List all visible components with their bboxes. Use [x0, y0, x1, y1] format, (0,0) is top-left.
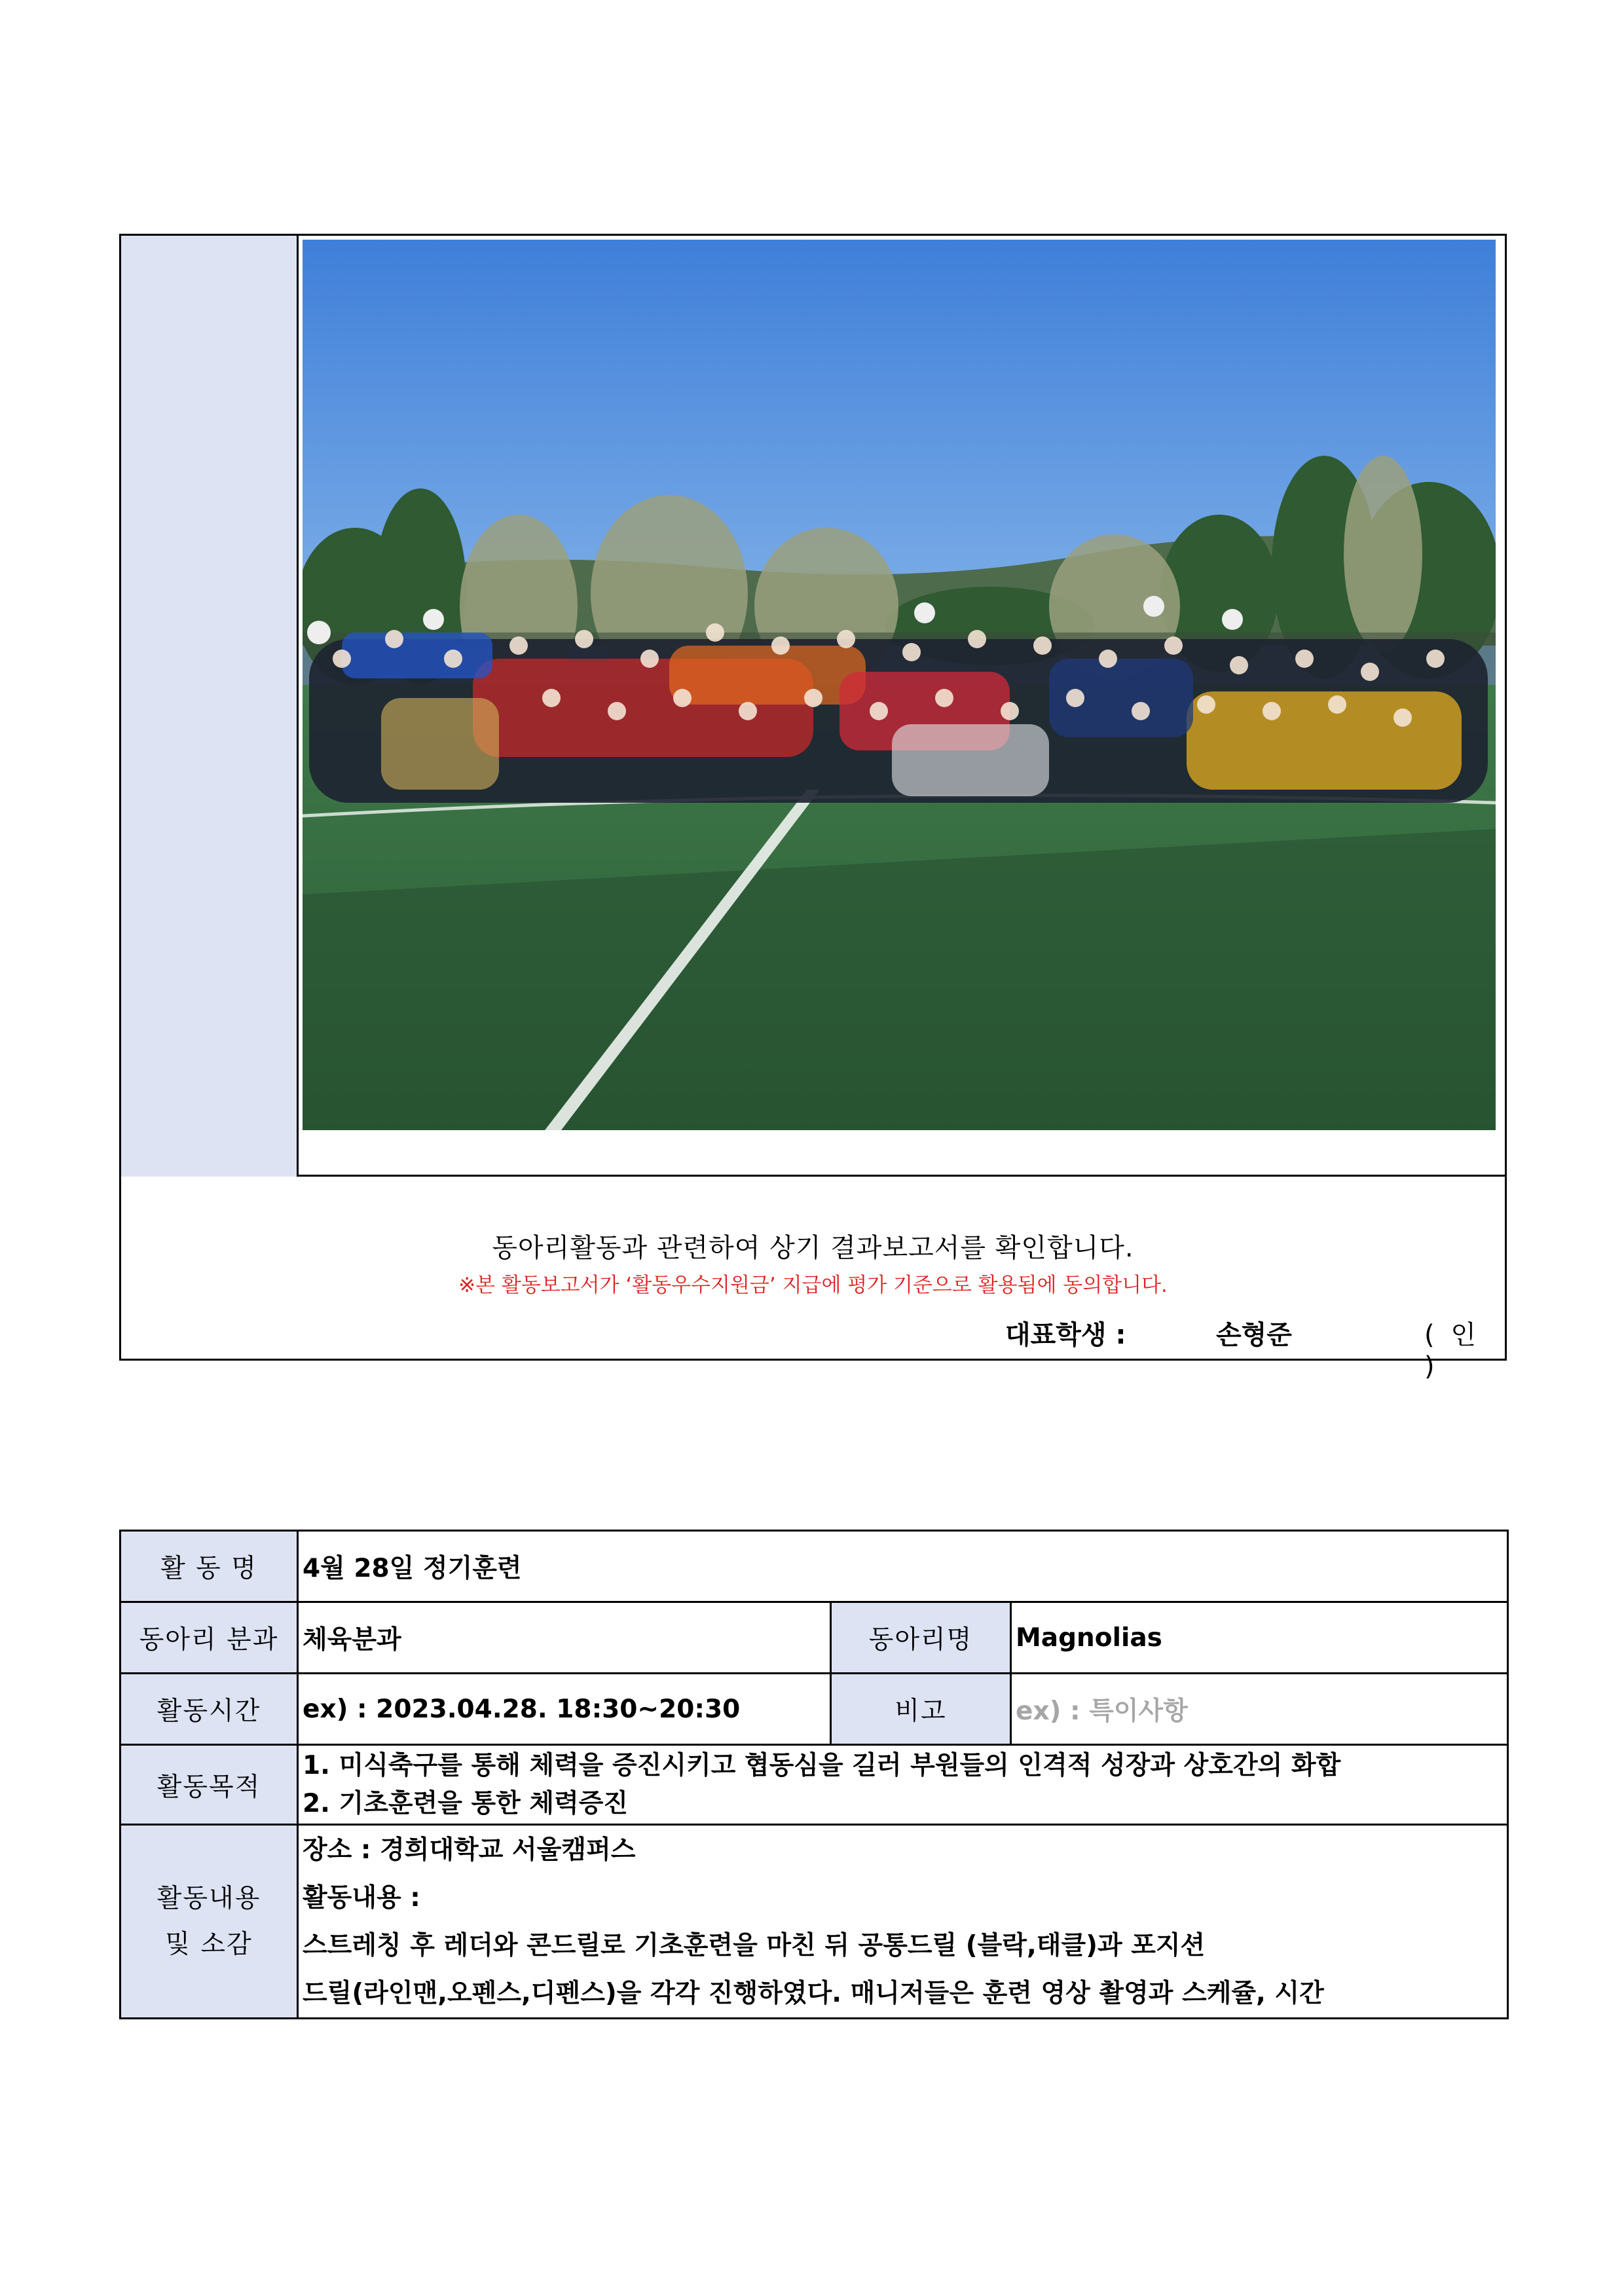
- club-name-label: 동아리명: [831, 1602, 1011, 1674]
- consent-notice: ※본 활동보고서가 ‘활동우수지원금’ 지급에 평가 기준으로 활용됨에 동의합니다.: [458, 1274, 1168, 1297]
- content-label: [120, 1825, 298, 2019]
- content-label-line-2: 및 소감: [165, 1929, 253, 1959]
- table-row: [120, 1745, 1508, 1825]
- remark-label: 비고: [831, 1674, 1011, 1745]
- seal-label: ( 인 ): [1424, 1320, 1480, 1382]
- purpose-line-1: 1. 미식축구를 통해 체력을 증진시키고 협동심을 길러 부원들의 인격적 성장과 상호간의 화합: [303, 1750, 1341, 1780]
- photo-cell: [299, 236, 1505, 1177]
- purpose-label: 활동목적: [120, 1745, 298, 1825]
- activity-name-value: 4월 28일 정기훈련: [298, 1531, 1508, 1602]
- team-group-photo: [303, 240, 1496, 1130]
- representative-label: 대표학생 :: [1005, 1320, 1126, 1350]
- club-name-value: Magnolias: [1011, 1602, 1508, 1674]
- remark-value: ex) : 특이사항: [1011, 1674, 1508, 1745]
- confirmation-area: [121, 1177, 1505, 1382]
- content-line-1: 장소 : 경희대학교 서울캠퍼스: [303, 1835, 636, 1865]
- content-label-line-1: 활동내용: [157, 1883, 261, 1913]
- content-line-4: 드릴(라인맨,오펜스,디펜스)을 각각 진행하였다. 매니저들은 훈련 영상 촬영과 스케쥴, 시간: [303, 1978, 1324, 2008]
- photo-report-box: [119, 234, 1507, 1382]
- table-row: [120, 1674, 1508, 1745]
- representative-name: 손형준: [1216, 1320, 1292, 1350]
- content-line-2: 활동내용 :: [303, 1882, 420, 1913]
- confirmation-text: 동아리활동과 관련하여 상기 결과보고서를 확인합니다.: [492, 1233, 1134, 1263]
- division-value: 체육분과: [298, 1602, 831, 1674]
- photo-label-cell: [121, 236, 299, 1177]
- content-line-3: 스트레칭 후 레더와 콘드릴로 기초훈련을 마친 뒤 공통드릴 (블락,태클)과 포지션: [303, 1930, 1206, 1960]
- activity-name-label: 활 동 명: [120, 1531, 298, 1602]
- table-row: [120, 1602, 1508, 1674]
- activity-time-label: 활동시간: [120, 1674, 298, 1745]
- table-row: [120, 1531, 1508, 1602]
- purpose-value: [298, 1745, 1508, 1825]
- activity-time-value: ex) : 2023.04.28. 18:30~20:30: [298, 1674, 831, 1745]
- table-row: [120, 1825, 1508, 2019]
- purpose-line-2: 2. 기초훈련을 통한 체력증진: [303, 1788, 629, 1818]
- division-label: 동아리 분과: [120, 1602, 298, 1674]
- content-value: [298, 1825, 1508, 2019]
- activity-table: [119, 1530, 1509, 2019]
